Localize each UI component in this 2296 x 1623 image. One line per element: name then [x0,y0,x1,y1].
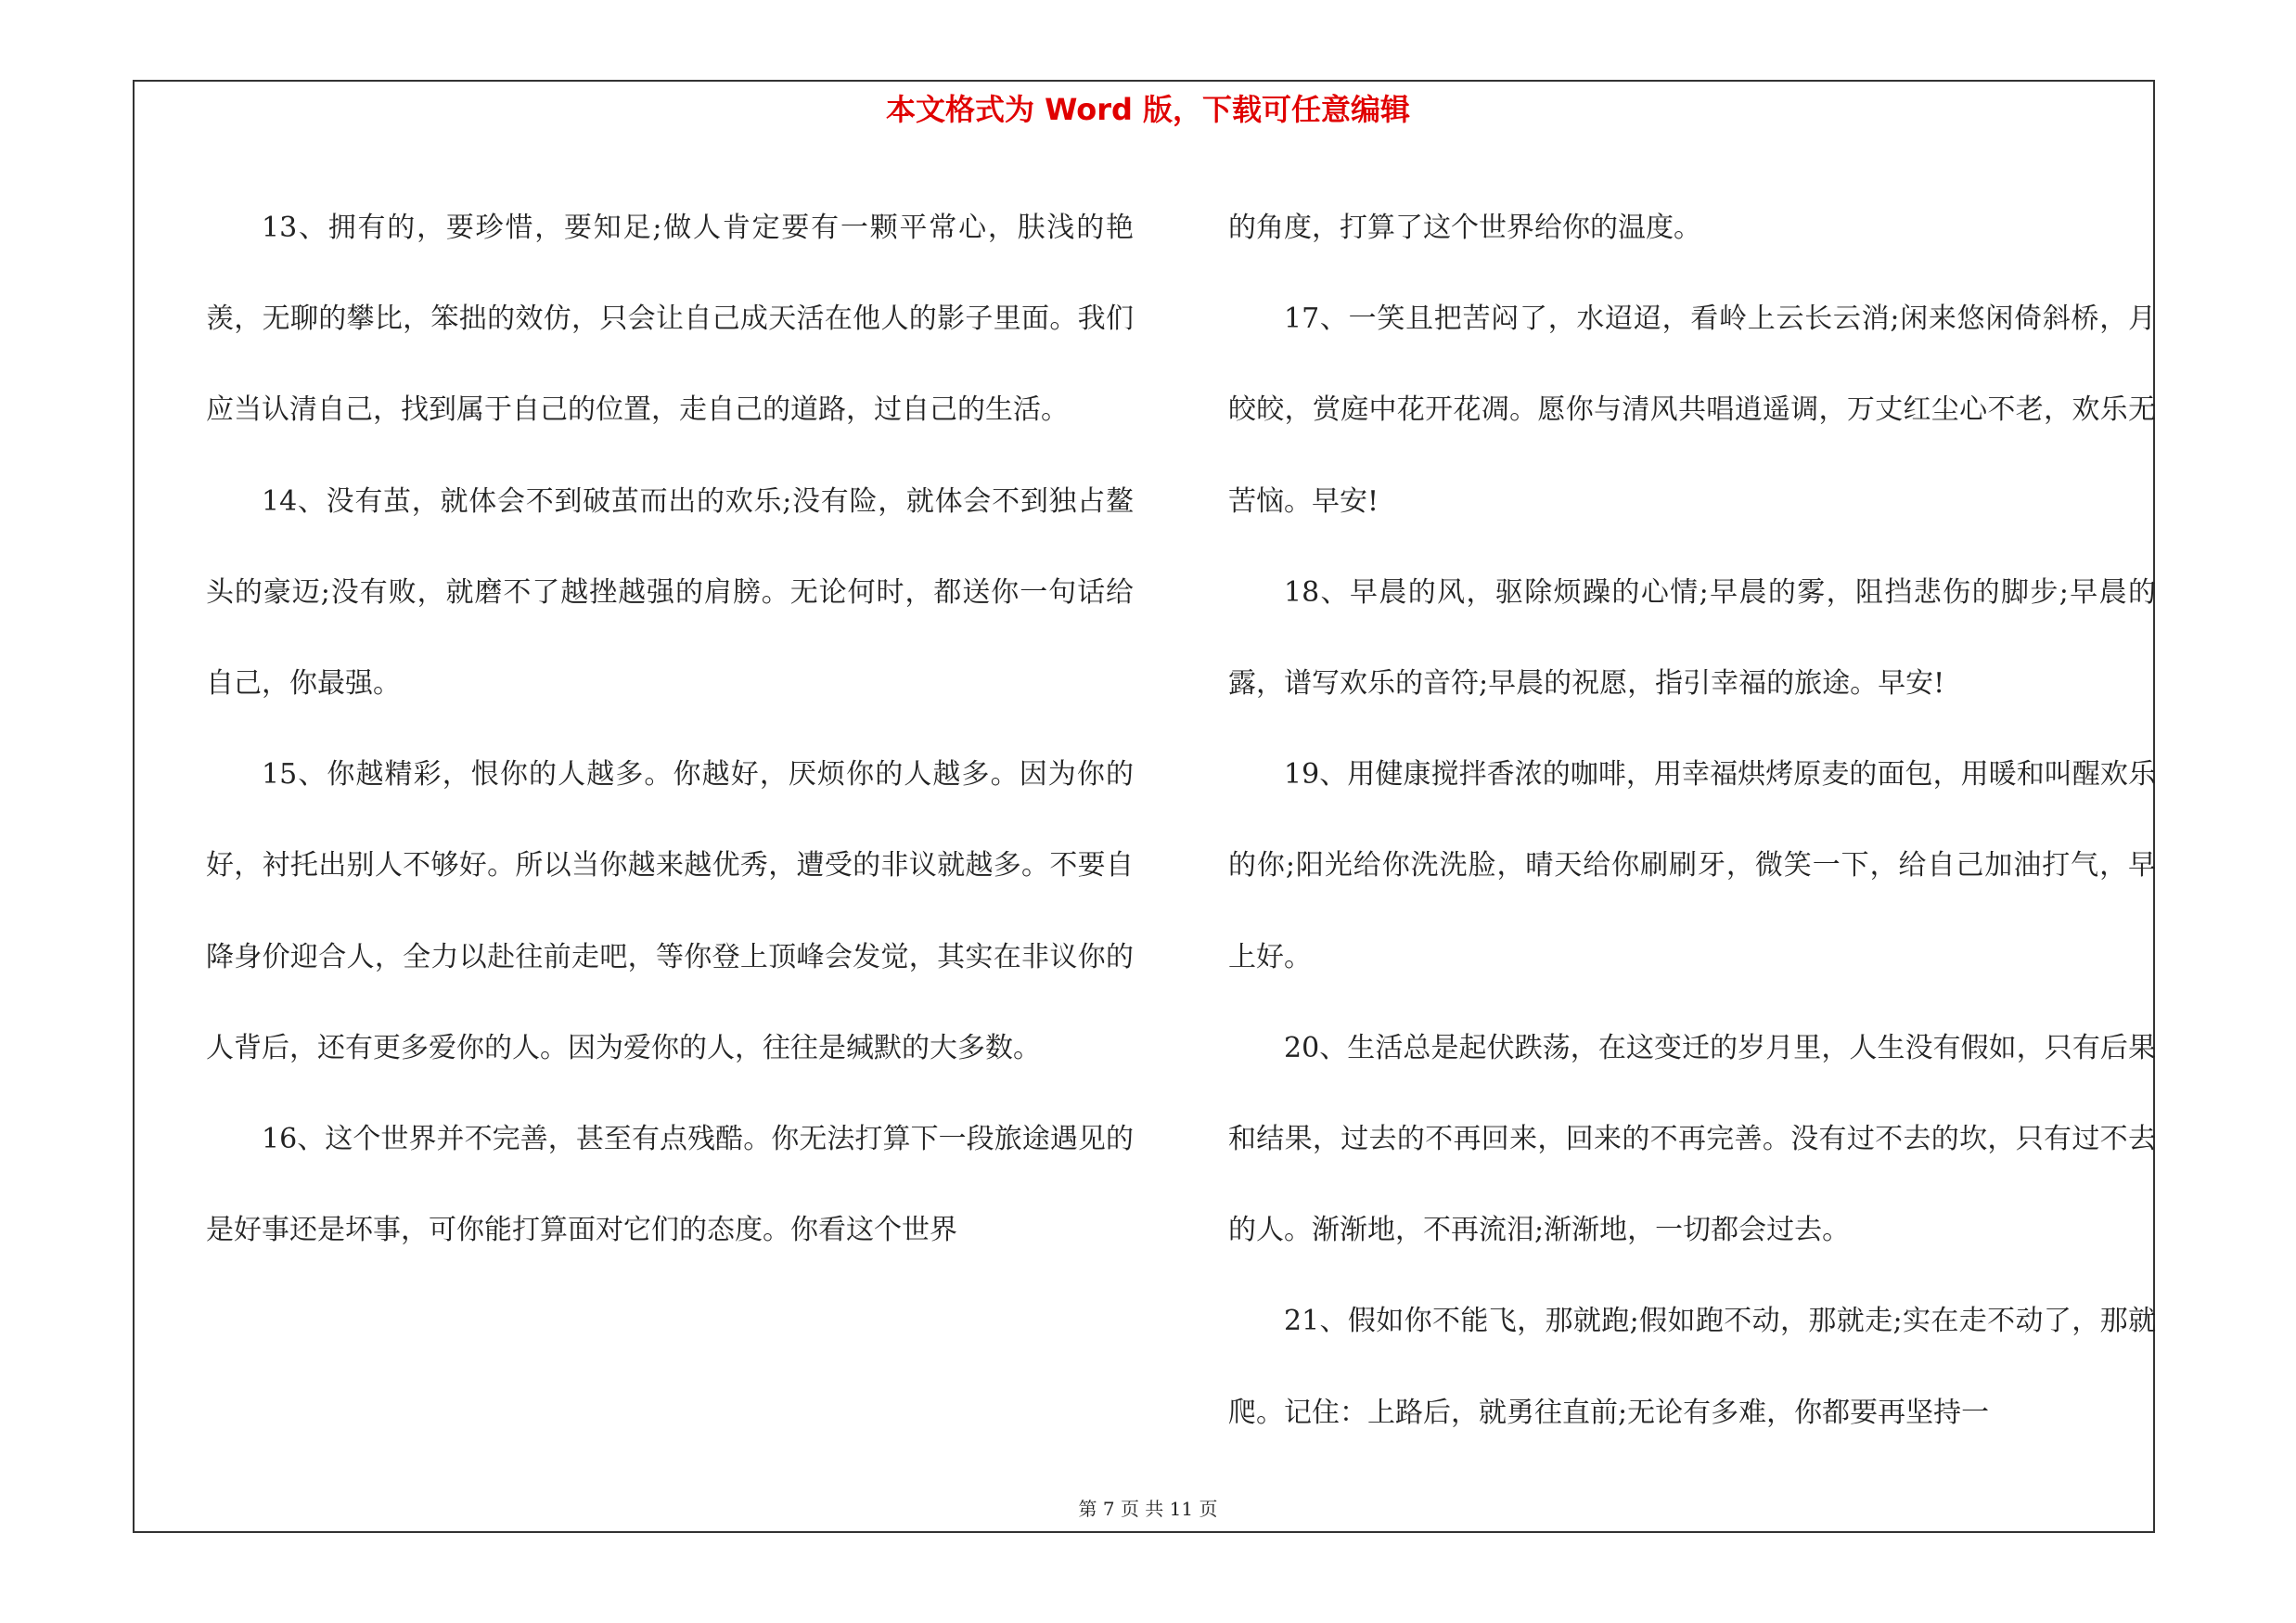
banner-text: 本文格式为 Word 版，下载可任意编辑 [885,92,1411,127]
document-banner [0,89,2296,130]
paragraph: 20、生活总是起伏跌荡，在这变迁的岁月里，人生没有假如，只有后果和结果，过去的不再回来，回来的不再完善。没有过不去的坎，只有过不去的人。渐渐地，不再流泪;渐渐地，一切都会过去。 [1228,1031,2156,1247]
paragraph: 15、你越精彩，恨你的人越多。你越好，厌烦你的人越多。因为你的好，衬托出别人不够好。所以当你越来越优秀，遭受的非议就越多。不要自降身价迎合人，全力以赴往前走吧，等你登上顶峰会发觉，其实在非议你的人背后，还有更多爱你的人。因为爱你的人，往往是缄默的大多数。 [206,758,1134,1064]
paragraph: 16、这个世界并不完善，甚至有点残酷。你无法打算下一段旅途遇见的是好事还是坏事，可你能打算面对它们的态度。你看这个世界 [206,1123,1134,1247]
paragraph: 19、用健康搅拌香浓的咖啡，用幸福烘烤原麦的面包，用暖和叫醒欢乐的你;阳光给你洗洗脸，晴天给你刷刷牙，微笑一下，给自己加油打气，早上好。 [1228,758,2156,973]
paragraph: 14、没有茧，就体会不到破茧而出的欢乐;没有险，就体会不到独占鳌头的豪迈;没有败，就磨不了越挫越强的肩膀。无论何时，都送你一句话给自己，你最强。 [206,484,1134,701]
page-footer [0,1494,2296,1521]
paragraph: 18、早晨的风，驱除烦躁的心情;早晨的雾，阻挡悲伤的脚步;早晨的露，谱写欢乐的音符;早晨的祝愿，指引幸福的旅途。早安! [1228,575,2156,701]
paragraph: 的角度，打算了这个世界给你的温度。 [1228,212,1701,244]
page-number: 第 7 页 共 11 页 [1078,1498,1218,1520]
paragraph: 17、一笑且把苦闷了，水迢迢，看岭上云长云消;闲来悠闲倚斜桥，月皎皎，赏庭中花开花凋。愿你与清风共唱逍遥调，万丈红尘心不老，欢乐无苦恼。早安! [1228,303,2156,518]
left-column [206,183,1134,1276]
paragraph: 21、假如你不能飞，那就跑;假如跑不动，那就走;实在走不动了，那就爬。记住：上路后，就勇往直前;无论有多难，你都要再坚持一 [1228,1305,2156,1429]
paragraph: 13、拥有的，要珍惜，要知足;做人肯定要有一颗平常心，肤浅的艳羡，无聊的攀比，笨拙的效仿，只会让自己成天活在他人的影子里面。我们应当认清自己，找到属于自己的位置，走自己的道路，过自己的生活。 [206,212,1134,427]
right-column [1228,183,2156,1459]
